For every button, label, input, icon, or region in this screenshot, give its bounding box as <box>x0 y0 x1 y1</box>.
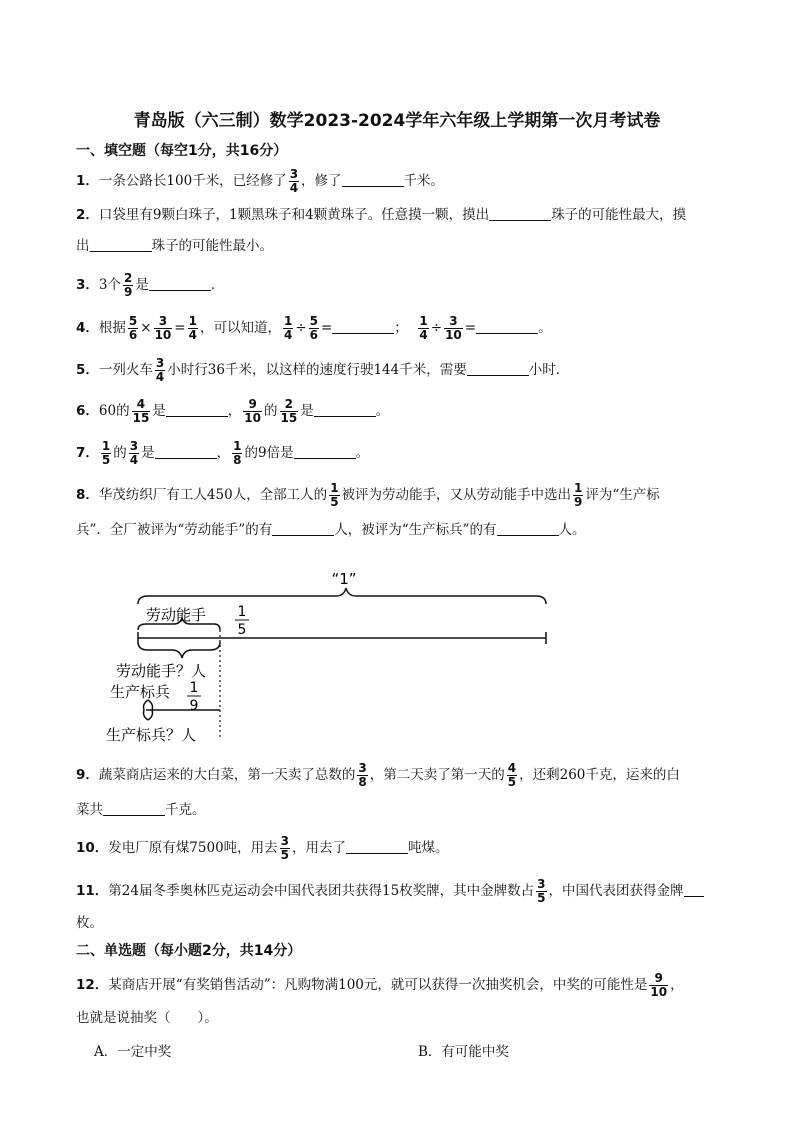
worker-lower-brace <box>138 642 220 658</box>
whole-brace <box>138 588 546 604</box>
fraction: $\frac{3}{4}$ <box>155 356 165 384</box>
fraction: $\frac{1}{4}$ <box>188 314 197 342</box>
fraction: $\frac{1}{5}$ <box>101 439 111 467</box>
answer-blank[interactable] <box>314 402 376 417</box>
fraction: $\frac{3}{5}$ <box>280 834 290 862</box>
fraction: $\frac{5}{6}$ <box>128 314 138 342</box>
question-12: 12．某商店开展“有奖销售活动”：凡购物满100元，就可以获得一次抽奖机会，中奖的可能性是 $\frac{9}{10}$ ， <box>76 971 684 999</box>
question-number: 5． <box>76 362 99 378</box>
question-4: 4．根据 $\frac{5}{6}$ × $\frac{3}{10}$ = $\frac{1}{4}$ ，可以知道， $\frac{1}{4}$ ÷ $\frac{5}{6}$ = ； $\frac{1}{4}$ ÷ $\frac{3}{10}$ = 。 <box>76 314 552 342</box>
question-11-line-2: 枚。 <box>76 915 103 931</box>
answer-blank[interactable] <box>90 237 152 252</box>
fraction: $\frac{4}{15}$ <box>132 397 150 425</box>
answer-blank[interactable] <box>467 361 529 376</box>
question-number: 6． <box>76 403 99 419</box>
answer-blank[interactable] <box>476 319 538 334</box>
fraction: $\frac{1}{4}$ <box>419 314 428 342</box>
question-number: 9． <box>76 767 99 783</box>
fraction: $\frac{3}{8}$ <box>358 761 367 789</box>
question-number: 4． <box>76 320 99 336</box>
question-2: 2．口袋里有9颗白珠子，1颗黑珠子和4颗黄珠子。任意摸一颗，摸出 珠子的可能性最大，摸 <box>76 207 687 223</box>
option-b[interactable]: B．有可能中奖 <box>418 1044 509 1060</box>
star-label: 生产标兵 <box>110 683 171 701</box>
fraction: $\frac{3}{10}$ <box>154 314 172 342</box>
question-2-line-2: 出 珠子的可能性最小。 <box>76 238 273 254</box>
answer-blank[interactable] <box>332 319 394 334</box>
fraction-denominator: 9 <box>189 698 199 714</box>
fraction: $\frac{1}{4}$ <box>283 314 293 342</box>
question-9: 9．蔬菜商店运来的大白菜，第一天卖了总数的 $\frac{3}{8}$ ，第二天卖了第一天的 $\frac{4}{5}$ ，还剩260千克，运来的白 <box>76 761 680 789</box>
answer-blank[interactable] <box>155 444 217 459</box>
question-12-line-2: 也就是说抽奖（ ）。 <box>76 1010 218 1026</box>
exam-title: 青岛版（六三制）数学2023-2024学年六年级上学期第一次月考试卷 <box>133 111 661 131</box>
fraction: $\frac{3}{4}$ <box>289 167 299 195</box>
fraction-numerator: 1 <box>189 680 199 696</box>
fraction: $\frac{3}{4}$ <box>129 439 139 467</box>
question-8: 8．华茂纺织厂有工人450人，全部工人的 $\frac{1}{5}$ 被评为劳动能手，又从劳动能手中选出 $\frac{1}{9}$ 评为“生产标 <box>76 481 660 509</box>
question-11: 11．第24届冬季奥林匹克运动会中国代表团共获得15枚奖牌，其中金牌数占 $\frac{3}{5}$ ，中国代表团获得金牌 <box>76 878 756 905</box>
star-count-label: 生产标兵？人 <box>106 726 197 744</box>
fraction: $\frac{9}{10}$ <box>244 397 261 425</box>
answer-blank[interactable] <box>272 521 334 536</box>
fraction: $\frac{3}{10}$ <box>445 314 462 342</box>
question-number: 1． <box>76 173 99 189</box>
worker-label: 劳动能手 <box>146 606 207 624</box>
answer-blank[interactable] <box>342 172 404 187</box>
section-fill-blank: 一、填空题（每空1分，共16分） <box>76 143 288 159</box>
question-number: 2． <box>76 207 99 223</box>
question-number: 7． <box>76 445 99 461</box>
fraction: $\frac{2}{9}$ <box>124 271 133 299</box>
fraction: $\frac{3}{5}$ <box>537 877 546 905</box>
worker-count-label: 劳动能手？人 <box>116 662 207 680</box>
fraction: $\frac{4}{5}$ <box>507 761 517 789</box>
fraction: $\frac{2}{15}$ <box>280 397 298 425</box>
question-7: 7． $\frac{1}{5}$ 的 $\frac{3}{4}$ 是 ， $\frac{1}{8}$ 的9倍是 。 <box>76 439 370 467</box>
question-number: 12． <box>76 977 109 993</box>
question-6: 6．60的 $\frac{4}{15}$ 是 ， $\frac{9}{10}$ 的 $\frac{2}{15}$ 是 。 <box>76 397 390 425</box>
question-1: 1．一条公路长100千米，已经修了 $\frac{3}{4}$ ，修了 千米。 <box>76 167 445 195</box>
question-5: 5．一列火车 $\frac{3}{4}$ 小时行36千米，以这样的速度行驶144千米，需要 小时． <box>76 356 570 384</box>
section-single-choice: 二、单选题（每小题2分，共14分） <box>76 943 302 959</box>
fraction: $\frac{9}{10}$ <box>650 971 668 999</box>
question-number: 11． <box>76 883 109 899</box>
whole-label: “1” <box>331 570 357 588</box>
question-8-line-2: 兵”．全厂被评为“劳动能手”的有 人，被评为“生产标兵”的有 人。 <box>76 522 586 538</box>
answer-blank[interactable] <box>294 444 356 459</box>
question-10: 10．发电厂原有煤7500吨，用去 $\frac{3}{5}$ ，用去了 吨煤。 <box>76 834 449 862</box>
fraction-denominator: 5 <box>237 622 247 638</box>
answer-blank[interactable] <box>346 839 408 854</box>
fraction: $\frac{1}{5}$ <box>330 481 339 509</box>
answer-blank[interactable] <box>489 206 551 221</box>
answer-blank[interactable] <box>166 402 228 417</box>
line-segment-diagram <box>100 570 560 750</box>
question-9-line-2: 菜共 千克。 <box>76 802 206 818</box>
answer-blank[interactable] <box>497 521 559 536</box>
fraction: $\frac{1}{8}$ <box>233 439 242 467</box>
question-number: 10． <box>76 840 109 856</box>
answer-blank[interactable] <box>103 801 165 816</box>
question-number: 3． <box>76 277 99 293</box>
fraction-numerator: 1 <box>237 604 247 620</box>
answer-blank[interactable] <box>684 882 704 897</box>
question-3: 3．3个 $\frac{2}{9}$ 是 ． <box>76 271 225 299</box>
option-a[interactable]: A．一定中奖 <box>94 1044 172 1060</box>
fraction: $\frac{1}{9}$ <box>574 481 583 509</box>
fraction: $\frac{5}{6}$ <box>309 314 318 342</box>
question-number: 8． <box>76 487 99 503</box>
answer-blank[interactable] <box>149 276 211 291</box>
